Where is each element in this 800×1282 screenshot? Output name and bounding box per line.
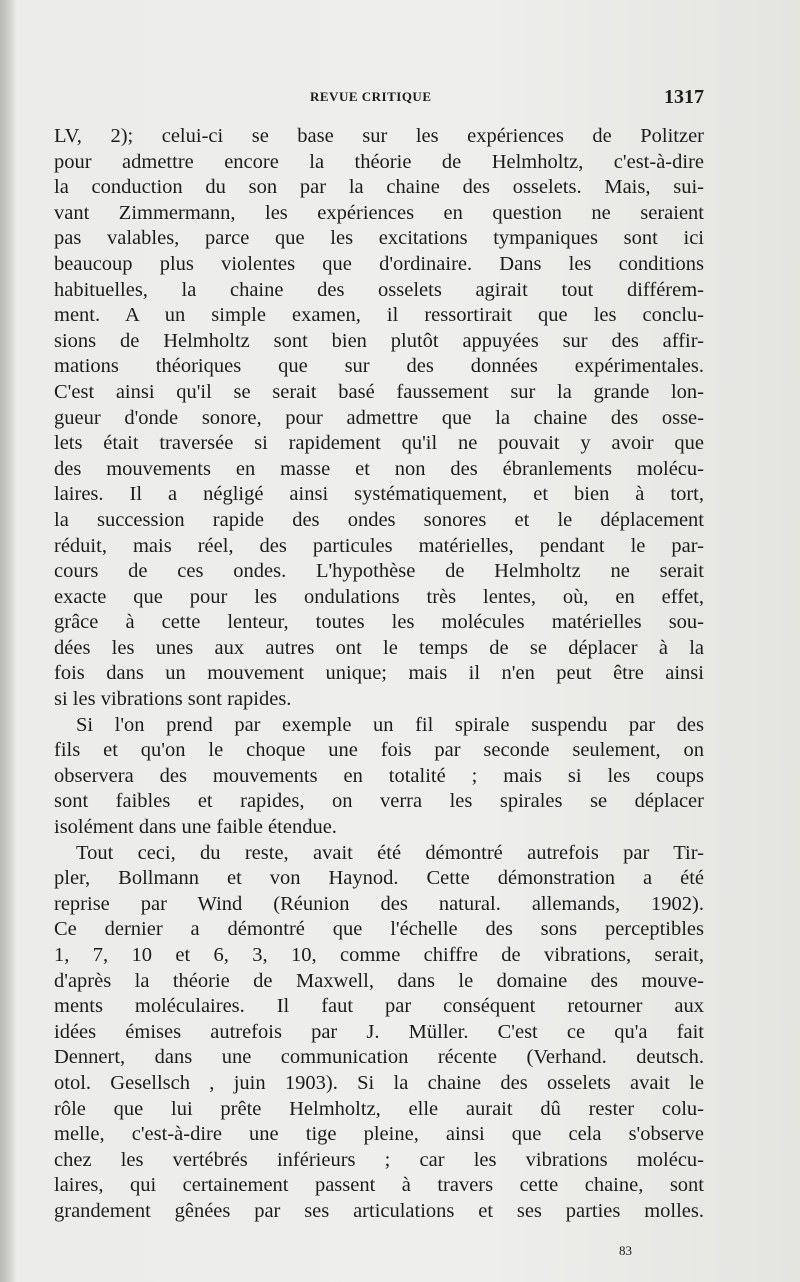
text-line: grâce à cette lenteur, toutes les molécules matérielles sou- bbox=[54, 611, 704, 634]
text-line: Tout ceci, du reste, avait été démontré autrefois par Tir- bbox=[76, 841, 704, 864]
text-line: pler, Bollmann et von Haynod. Cette démonstration a été bbox=[54, 867, 704, 890]
text-line: ments moléculaires. Il faut par conséquent retourner aux bbox=[54, 995, 704, 1018]
running-head bbox=[56, 86, 704, 110]
text-line: habituelles, la chaine des osselets agirait tout différem- bbox=[54, 278, 704, 301]
text-line: grandement gênées par ses articulations et ses parties molles. bbox=[54, 1199, 704, 1222]
text-line: laires. Il a négligé ainsi systématiquement, et bien à tort, bbox=[54, 483, 704, 506]
text-line: observera des mouvements en totalité ; mais si les coups bbox=[54, 764, 704, 787]
text-line: gueur d'onde sonore, pour admettre que la chaine des osse- bbox=[54, 406, 704, 429]
text-line: C'est ainsi qu'il se serait basé faussement sur la grande lon- bbox=[54, 380, 704, 403]
text-line: la succession rapide des ondes sonores et le déplacement bbox=[54, 508, 704, 531]
text-line: si les vibrations sont rapides. bbox=[54, 688, 292, 711]
text-line: lets était traversée si rapidement qu'il ne pouvait y avoir que bbox=[54, 432, 704, 455]
text-line: dées les unes aux autres ont le temps de se déplacer à la bbox=[54, 636, 704, 659]
text-line: pour admettre encore la théorie de Helmholtz, c'est-à-dire bbox=[54, 150, 704, 173]
text-line: Ce dernier a démontré que l'échelle des sons perceptibles bbox=[54, 918, 704, 941]
text-line: otol. Gesellsch , juin 1903). Si la chaine des osselets avait le bbox=[54, 1071, 704, 1094]
text-line: isolément dans une faible étendue. bbox=[54, 816, 337, 839]
page-number: 1317 bbox=[664, 86, 704, 108]
text-line: LV, 2); celui-ci se base sur les expériences de Politzer bbox=[54, 125, 704, 147]
text-line: beaucoup plus violentes que d'ordinaire. Dans les conditions bbox=[54, 252, 704, 275]
text-line: reprise par Wind (Réunion des natural. allemands, 1902). bbox=[54, 892, 704, 915]
text-line: chez les vertébrés inférieurs ; car les vibrations molécu- bbox=[54, 1148, 704, 1171]
text-line: Si l'on prend par exemple un fil spirale suspendu par des bbox=[76, 713, 704, 736]
text-line: pas valables, parce que les excitations tympaniques sont ici bbox=[54, 227, 704, 250]
text-line: fils et qu'on le choque une fois par seconde seulement, on bbox=[54, 739, 704, 762]
text-line: vant Zimmermann, les expériences en question ne seraient bbox=[54, 201, 704, 224]
text-line: rôle que lui prête Helmholtz, elle aurait dû rester colu- bbox=[54, 1097, 704, 1120]
text-line: ment. A un simple examen, il ressortirait que les conclu- bbox=[54, 304, 704, 327]
text-line: exacte que pour les ondulations très lentes, où, en effet, bbox=[54, 585, 704, 608]
text-line: Dennert, dans une communication récente (Verhand. deutsch. bbox=[54, 1046, 704, 1069]
text-line: des mouvements en masse et non des ébranlements molécu- bbox=[54, 457, 704, 480]
text-line: 1, 7, 10 et 6, 3, 10, comme chiffre de vibrations, serait, bbox=[54, 944, 704, 966]
running-title: REVUE CRITIQUE bbox=[310, 89, 432, 104]
text-line: mations théoriques que sur des données expérimentales. bbox=[54, 355, 704, 378]
text-line: sont faibles et rapides, on verra les spirales se déplacer bbox=[54, 790, 704, 813]
text-line: melle, c'est-à-dire une tige pleine, ainsi que cela s'observe bbox=[54, 1123, 704, 1146]
text-line: d'après la théorie de Maxwell, dans le domaine des mouve- bbox=[54, 969, 704, 992]
text-line: fois dans un mouvement unique; mais il n'en peut être ainsi bbox=[54, 662, 704, 685]
body-text bbox=[54, 124, 704, 1225]
binding-shadow bbox=[0, 0, 16, 1282]
text-line: cours de ces ondes. L'hypothèse de Helmholtz ne serait bbox=[54, 560, 704, 583]
text-line: laires, qui certainement passent à travers cette chaine, sont bbox=[54, 1174, 704, 1197]
text-line: idées émises autrefois par J. Müller. C'est ce qu'a fait bbox=[54, 1020, 704, 1043]
text-line: la conduction du son par la chaine des osselets. Mais, sui- bbox=[54, 176, 704, 199]
folio-number: 83 bbox=[619, 1243, 632, 1258]
text-line: sions de Helmholtz sont bien plutôt appuyées sur des affir- bbox=[54, 329, 704, 352]
text-line: réduit, mais réel, des particules matérielles, pendant le par- bbox=[54, 534, 704, 557]
